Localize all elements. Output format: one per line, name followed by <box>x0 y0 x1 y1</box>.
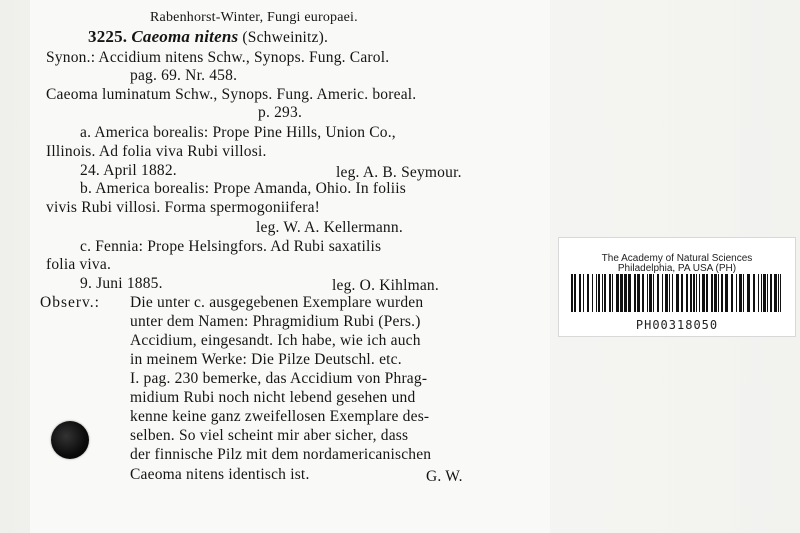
barcode-bar <box>653 274 654 312</box>
barcode-bar <box>767 274 768 312</box>
observ-line-2: unter dem Namen: Phragmidium Rubi (Pers.) <box>130 313 421 330</box>
barcode-bar <box>711 274 713 312</box>
institution-barcode-tag <box>558 237 796 337</box>
collection-a-date: 24. April 1882. <box>80 162 177 179</box>
barcode-bar <box>620 274 623 312</box>
barcode-bar <box>758 274 759 312</box>
barcode-bar <box>731 274 733 312</box>
barcode-bar <box>642 274 644 312</box>
barcode-bar <box>702 274 705 312</box>
barcode <box>571 274 783 312</box>
barcode-bar <box>725 274 728 312</box>
barcode-bar <box>763 274 766 312</box>
observ-line-10: Caeoma nitens identisch ist. <box>130 466 310 483</box>
synonym-line-4: p. 293. <box>258 104 303 121</box>
collection-c-date: 9. Juni 1885. <box>80 275 163 292</box>
barcode-bar <box>574 274 576 312</box>
institution-location: Philadelphia, PA USA (PH) <box>617 263 737 274</box>
barcode-bar <box>662 274 663 312</box>
species-name: Caeoma nitens <box>131 27 239 46</box>
barcode-bar <box>721 274 723 312</box>
observ-line-9: der finnische Pilz mit dem nordamericanischen <box>130 446 432 463</box>
label-header: Rabenhorst-Winter, Fungi europaei. <box>150 10 358 25</box>
synonym-line-1: Synon.: Accidium nitens Schw., Synops. Fung. Carol. <box>46 49 390 66</box>
species-authority: (Schweinitz). <box>242 29 329 46</box>
barcode-bar <box>747 274 750 312</box>
barcode-bar <box>624 274 627 312</box>
collection-b-line-2: vivis Rubi villosi. Forma spermogoniifera! <box>46 199 321 216</box>
barcode-bar <box>647 274 648 312</box>
punch-hole-dot <box>51 421 89 459</box>
observ-lead: Observ.: <box>40 294 100 311</box>
barcode-bar <box>743 274 744 312</box>
barcode-bar <box>596 274 597 312</box>
collection-c-line-2: folia viva. <box>46 256 112 273</box>
observ-line-1: Die unter c. ausgegebenen Exemplare wurden <box>130 294 424 311</box>
barcode-bar <box>602 274 603 312</box>
collection-a-collector: leg. A. B. Seymour. <box>336 164 462 181</box>
barcode-bar <box>753 274 755 312</box>
barcode-bar <box>579 274 581 312</box>
barcode-bar <box>736 274 737 312</box>
collection-a-line-1: a. America borealis: Prope Pine Hills, Union Co., <box>80 124 396 141</box>
barcode-bar <box>637 274 640 312</box>
observ-line-6: midium Rubi noch nicht lebend gesehen und <box>130 389 416 406</box>
barcode-bar <box>604 274 606 312</box>
collection-c-line-1: c. Fennia: Prope Helsingfors. Ad Rubi saxatilis <box>80 238 382 255</box>
barcode-bar <box>628 274 631 312</box>
barcode-bar <box>592 274 593 312</box>
barcode-bar <box>676 274 679 312</box>
collection-c-collector: leg. O. Kihlman. <box>332 277 439 294</box>
barcode-bar <box>672 274 673 312</box>
barcode-bar <box>718 274 719 312</box>
exsiccata-number: 3225. <box>88 27 128 46</box>
barcode-bar <box>669 274 670 312</box>
barcode-bar <box>583 274 584 312</box>
collection-b-line-1: b. America borealis: Prope Amanda, Ohio. In foliis <box>80 180 406 197</box>
barcode-bar <box>616 274 619 312</box>
barcode-bar <box>612 274 613 312</box>
observ-line-8: selben. So viel scheint mir aber sicher, dass <box>130 427 409 444</box>
barcode-bar <box>699 274 700 312</box>
synonym-line-3: Caeoma luminatum Schw., Synops. Fung. Americ. boreal. <box>46 86 417 103</box>
barcode-bar <box>681 274 683 312</box>
observ-line-7: kenne keine ganz zweifellosen Exemplare des- <box>130 408 430 425</box>
synonym-line-2: pag. 69. Nr. 458. <box>130 67 238 84</box>
barcode-bar <box>587 274 589 312</box>
barcode-bar <box>714 274 717 312</box>
barcode-number: PH00318050 <box>635 318 719 332</box>
barcode-bar <box>649 274 652 312</box>
barcode-bar <box>571 274 573 312</box>
barcode-bar <box>690 274 692 312</box>
barcode-bar <box>706 274 708 312</box>
barcode-bar <box>598 274 600 312</box>
barcode-bar <box>634 274 636 312</box>
barcode-bar <box>774 274 777 312</box>
barcode-bar <box>780 274 781 312</box>
barcode-bar <box>770 274 772 312</box>
barcode-bar <box>609 274 611 312</box>
observ-line-4: in meinem Werke: Die Pilze Deutschl. etc. <box>130 351 402 368</box>
observ-line-5: I. pag. 230 bemerke, das Accidium von Phrag- <box>130 370 428 387</box>
barcode-bar <box>739 274 742 312</box>
species-heading <box>88 28 328 47</box>
barcode-bar <box>665 274 668 312</box>
barcode-bar <box>761 274 762 312</box>
specimen-label <box>30 0 550 533</box>
signature: G. W. <box>426 468 463 485</box>
barcode-bar <box>778 274 779 312</box>
collection-b-collector: leg. W. A. Kellermann. <box>256 219 403 236</box>
barcode-bar <box>696 274 697 312</box>
barcode-bar <box>693 274 695 312</box>
barcode-bar <box>686 274 688 312</box>
collection-a-line-2: Illinois. Ad folia viva Rubi villosi. <box>46 143 267 160</box>
observ-line-3: Accidium, eingesandt. Ich habe, wie ich auch <box>130 332 421 349</box>
barcode-bar <box>657 274 659 312</box>
institution-name: The Academy of Natural Sciences <box>601 253 753 264</box>
